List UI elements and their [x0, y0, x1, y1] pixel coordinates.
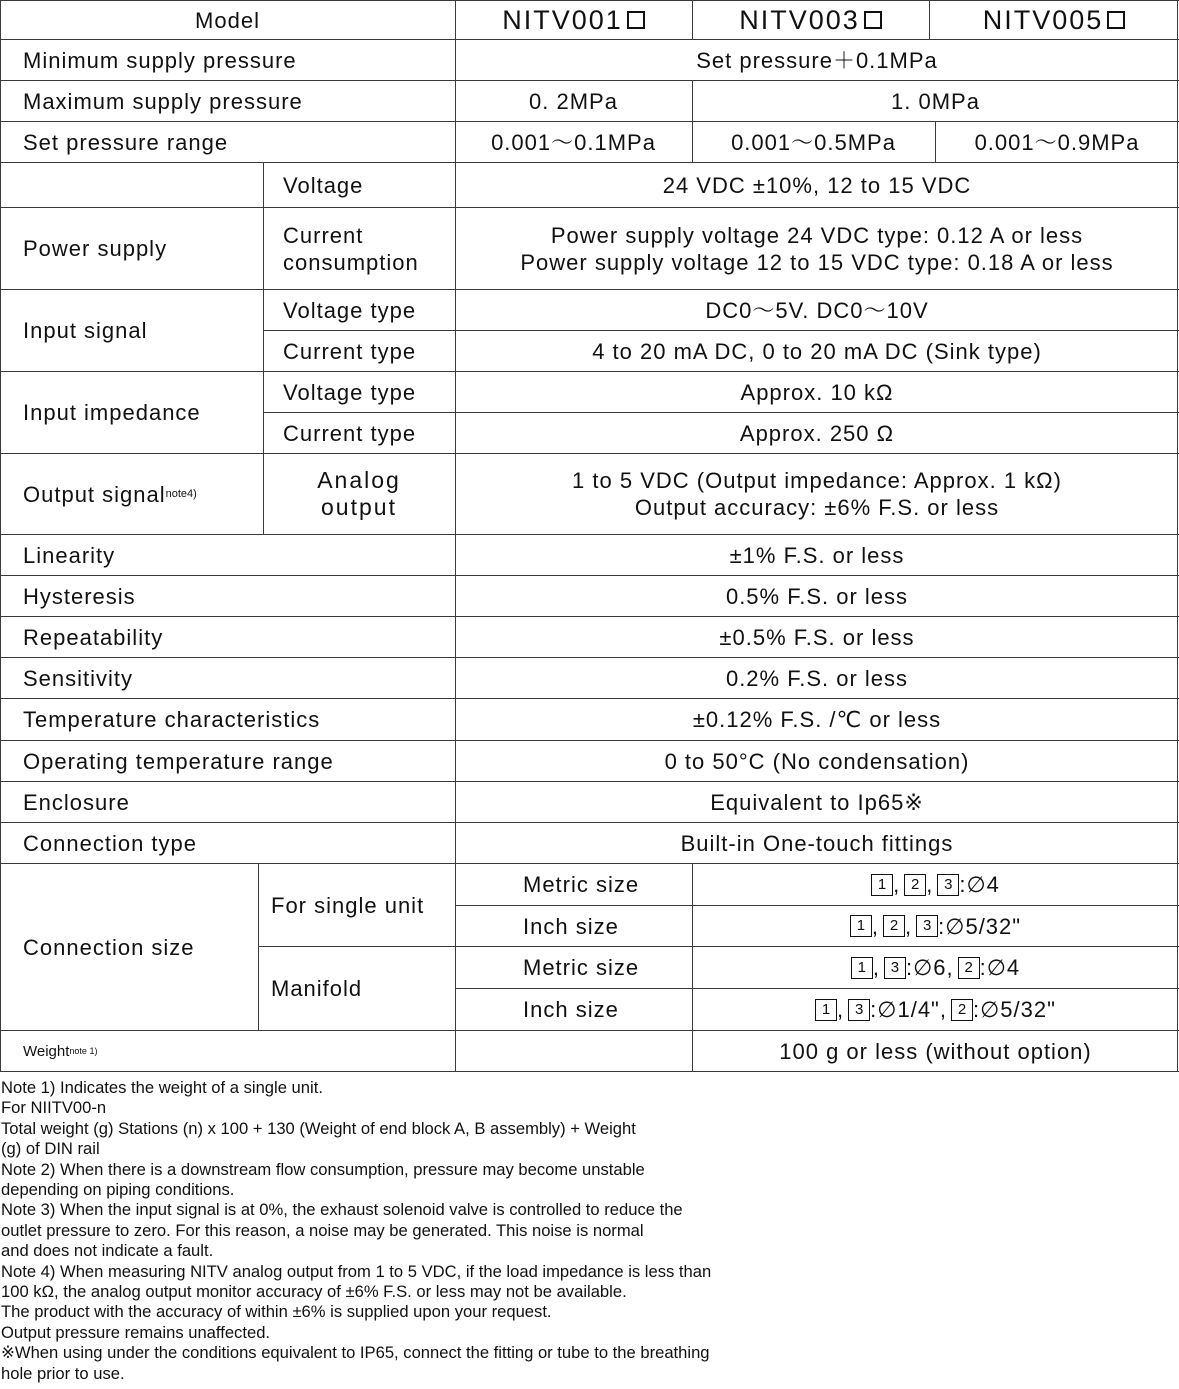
- port-1-icon: 1: [850, 915, 872, 937]
- port-2-icon: 2: [904, 874, 926, 896]
- diameter-icon: ∅: [986, 955, 1007, 980]
- row-value: 0.5% F.S. or less: [725, 583, 909, 609]
- row-label: Sensitivity: [23, 665, 134, 691]
- port-1-icon: 1: [851, 957, 873, 979]
- port-3-icon: 3: [916, 915, 938, 937]
- label-text: Weight: [23, 1042, 70, 1060]
- diameter-icon: ∅: [913, 955, 934, 980]
- footnotes: [1, 1078, 831, 1384]
- port-1-icon: 1: [871, 874, 893, 896]
- sub-label-line: Analog: [317, 467, 401, 493]
- note-line: Note 2) When there is a downstream flow consumption, pressure may become unstable: [1, 1159, 645, 1179]
- note-line: Total weight (g) Stations (n) x 100 + 130 (Weight of end block A, B assembly) + Weight: [1, 1118, 636, 1138]
- port-2-icon: 2: [951, 999, 973, 1021]
- row-value: [455, 208, 1179, 289]
- row-label: Linearity: [23, 542, 116, 568]
- sub-label-line: output: [321, 494, 397, 520]
- manifold-metric-value: 1 , 3 : ∅ 6 , 2 : ∅ 4: [692, 947, 1179, 988]
- size-value: 6: [933, 955, 947, 980]
- option-box-icon: [864, 11, 882, 29]
- row-value: 24 VDC ±10%, 12 to 15 VDC: [662, 172, 972, 198]
- row-label: Input signal: [23, 318, 148, 343]
- model-name: NITV001: [502, 4, 623, 35]
- row-value: [455, 454, 1179, 534]
- value-line: Power supply voltage 24 VDC type: 0.12 A or less: [550, 222, 1084, 248]
- note-line: 100 kΩ, the analog output monitor accuracy of ±6% F.S. or less may not be available.: [1, 1282, 627, 1302]
- row-label: Output signal note4): [23, 481, 197, 507]
- value-line: Output accuracy: ±6% F.S. or less: [634, 495, 1000, 520]
- row-value: Equivalent to Ip65※: [710, 789, 924, 815]
- note-line: hole prior to use.: [1, 1363, 125, 1383]
- row-label: Operating temperature range: [23, 748, 334, 774]
- size-label: Metric size: [523, 955, 640, 980]
- row-label: Connection type: [23, 830, 197, 856]
- size-value: 1/4": [897, 997, 940, 1022]
- note-line: depending on piping conditions.: [1, 1180, 235, 1200]
- row-value: Set pressure＋0.1MPa: [696, 47, 938, 73]
- label-text: Output signal: [23, 481, 166, 507]
- row-label: Enclosure: [23, 789, 130, 815]
- value-line: Power supply voltage 12 to 15 VDC type: 0.18 A or less: [520, 249, 1114, 275]
- size-label: Metric size: [523, 872, 640, 897]
- sub-label: [263, 454, 455, 534]
- model-nitv003: [692, 0, 929, 40]
- note-line: ※When using under the conditions equivalent to IP65, connect the fitting or tube to the breathing: [1, 1343, 710, 1363]
- option-box-icon: [1107, 11, 1125, 29]
- port-3-icon: 3: [937, 874, 959, 896]
- row-value: Approx. 250 Ω: [739, 420, 895, 446]
- note-line: outlet pressure to zero. For this reason, a noise may be generated. This noise is normal: [1, 1220, 644, 1240]
- note-line: For NIITV00-n: [1, 1098, 107, 1118]
- row-label: Connection size: [23, 934, 195, 960]
- row-label: Repeatability: [23, 624, 164, 650]
- row-value: 0.2% F.S. or less: [725, 665, 909, 691]
- note-line: and does not indicate a fault.: [1, 1241, 214, 1261]
- row-label: Hysteresis: [23, 583, 136, 609]
- diameter-icon: ∅: [966, 872, 987, 897]
- row-value: 0. 2MPa: [529, 88, 618, 114]
- size-value: 4: [1006, 955, 1021, 980]
- model-name: NITV003: [739, 4, 860, 35]
- row-label: Minimum supply pressure: [23, 47, 297, 73]
- size-label: Inch size: [523, 997, 619, 1022]
- row-label: Weight note 1): [0, 1031, 455, 1071]
- sub-label: [263, 208, 455, 289]
- model-nitv005: [929, 0, 1179, 40]
- model-label: Model: [195, 7, 260, 33]
- note-line: (g) of DIN rail: [1, 1139, 100, 1159]
- model-nitv001: [455, 0, 692, 40]
- note-line: The product with the accuracy of within ±6% is supplied upon your request.: [1, 1302, 552, 1322]
- sub-label: Voltage type: [283, 297, 417, 323]
- diameter-icon: ∅: [945, 913, 966, 939]
- row-value: 0.001～0.9MPa: [974, 129, 1140, 155]
- value-line: 1 to 5 VDC (Output impedance: Approx. 1 kΩ): [572, 468, 1062, 493]
- sub-label: Manifold: [271, 976, 363, 1001]
- size-value: 5/32": [1000, 997, 1056, 1022]
- sub-label-line: Current: [283, 222, 364, 248]
- port-3-icon: 3: [884, 957, 906, 979]
- row-label: Maximum supply pressure: [23, 88, 303, 114]
- sub-label: Voltage type: [283, 379, 417, 405]
- port-2-icon: 2: [883, 915, 905, 937]
- single-metric-value: 1 , 2 , 3 : ∅ 4: [692, 864, 1179, 905]
- model-name: NITV005: [982, 4, 1104, 35]
- note-line: Note 1) Indicates the weight of a single unit.: [1, 1078, 323, 1097]
- row-value: 0.001～0.5MPa: [731, 129, 896, 155]
- row-value: 100 g or less (without option): [779, 1038, 1092, 1064]
- note-line: Note 3) When the input signal is at 0%, the exhaust solenoid valve is controlled to reduce the: [1, 1200, 683, 1220]
- port-1-icon: 1: [815, 999, 837, 1021]
- size-value: 5/32": [965, 913, 1022, 939]
- port-2-icon: 2: [958, 957, 980, 979]
- diameter-icon: ∅: [877, 997, 898, 1022]
- row-label: Temperature characteristics: [23, 707, 321, 732]
- port-3-icon: 3: [848, 999, 870, 1021]
- option-box-icon: [627, 11, 645, 29]
- row-value: 1. 0MPa: [891, 88, 980, 114]
- sub-label-line: consumption: [283, 249, 419, 275]
- row-value: Built-in One-touch fittings: [680, 830, 954, 856]
- diameter-icon: ∅: [980, 997, 1001, 1022]
- row-value: 0.001～0.1MPa: [491, 129, 656, 155]
- row-value: 0 to 50°C (No condensation): [664, 748, 970, 774]
- row-value: DC0～5V. DC0～10V: [705, 297, 929, 323]
- sub-label: Current type: [283, 338, 417, 364]
- manifold-inch-value: 1 , 3 : ∅ 1/4" , 2 : ∅ 5/32": [692, 989, 1179, 1030]
- note-line: Output pressure remains unaffected.: [1, 1322, 271, 1342]
- row-value: 4 to 20 mA DC, 0 to 20 mA DC (Sink type): [592, 338, 1042, 364]
- row-label: Input impedance: [23, 400, 201, 425]
- note-line: Note 4) When measuring NITV analog output from 1 to 5 VDC, if the load impedance is less than: [1, 1261, 712, 1281]
- sub-label: Current type: [283, 420, 417, 446]
- row-value: Approx. 10 kΩ: [740, 379, 894, 405]
- size-label: Inch size: [523, 913, 619, 939]
- sub-label: Voltage: [283, 172, 364, 198]
- sub-label: For single unit: [271, 892, 425, 918]
- single-inch-value: 1 , 2 , 3 : ∅ 5/32": [692, 906, 1179, 946]
- size-value: 4: [986, 872, 1000, 897]
- row-value: ±1% F.S. or less: [729, 542, 905, 568]
- row-value: ±0.12% F.S. /℃ or less: [692, 707, 942, 732]
- row-label: Power supply: [23, 235, 168, 261]
- row-value: ±0.5% F.S. or less: [719, 624, 915, 650]
- row-label: Set pressure range: [23, 129, 229, 155]
